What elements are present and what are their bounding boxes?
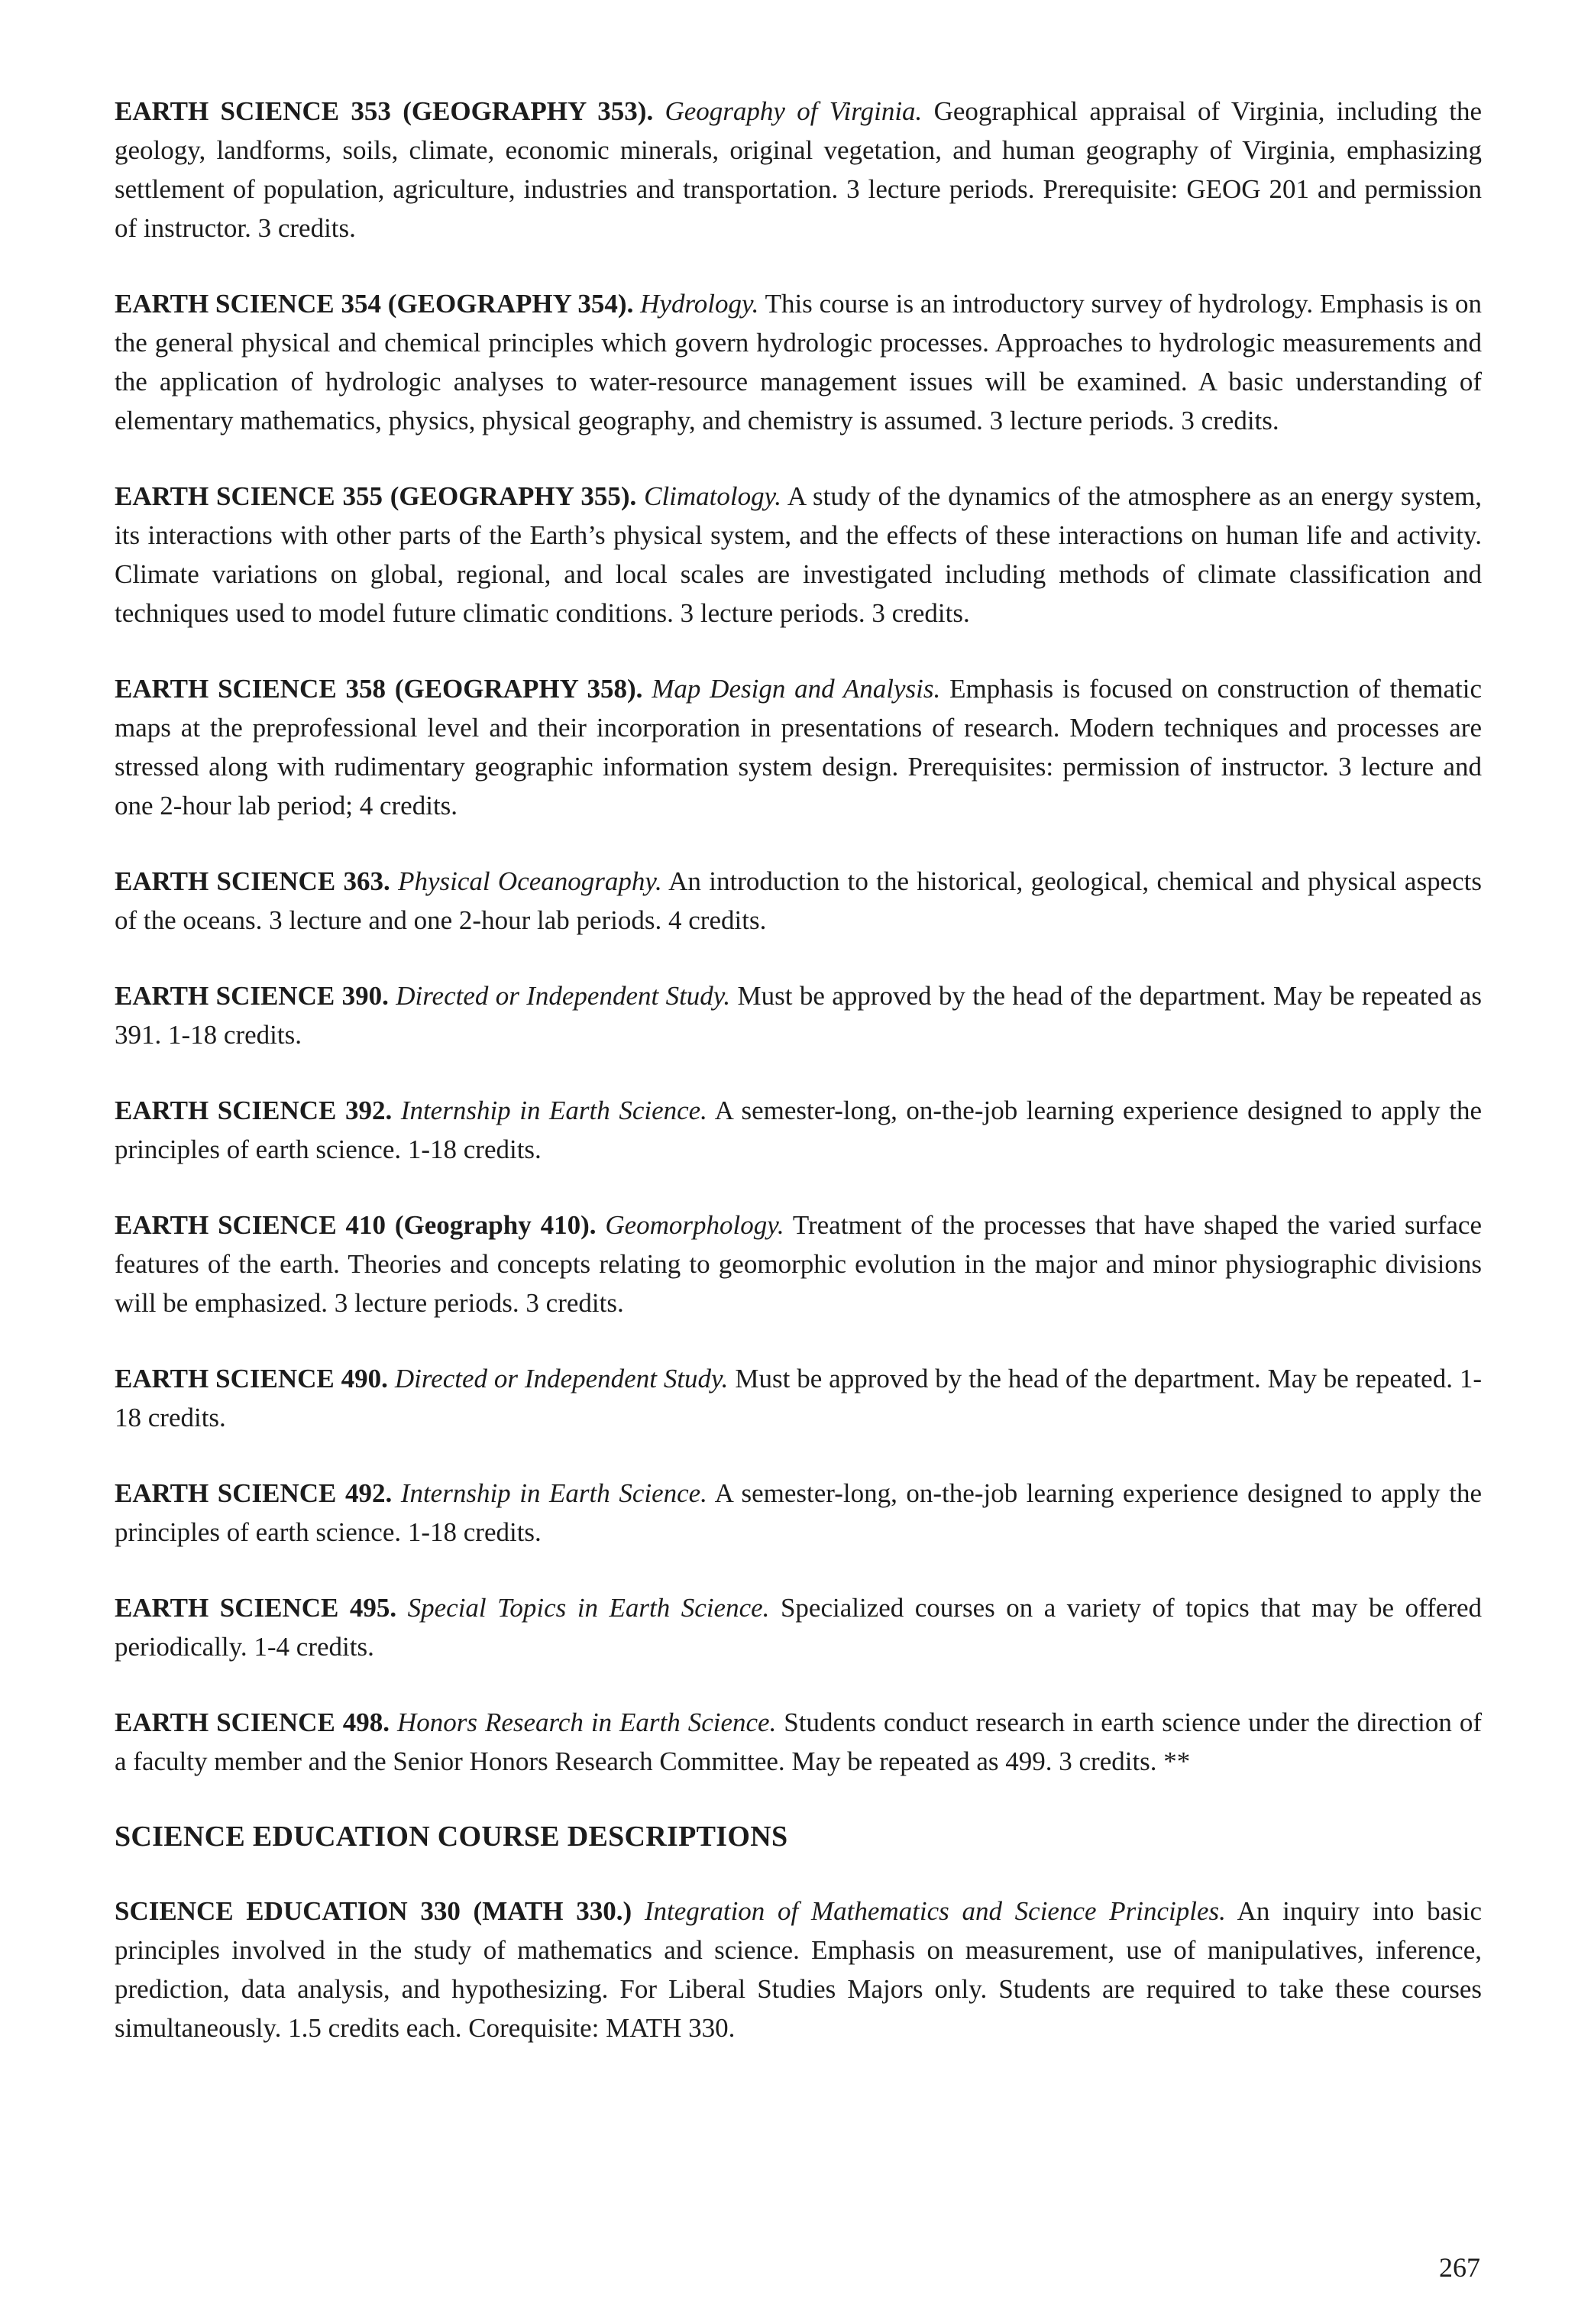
course-code: EARTH SCIENCE 392.	[115, 1096, 393, 1125]
course-title: Climatology.	[644, 481, 781, 511]
course-entry-earth-science-354	[115, 284, 1482, 440]
course-title: Special Topics in Earth Science.	[407, 1593, 770, 1623]
course-description: Geographical appraisal of Virginia, including the geology, landforms, soils, climate, economic minerals, original vegetation, and human geography of Virginia, emphasizing settlement of population, agriculture, industries and transportation. 3 lecture periods. Prerequisite: GEOG 201 and permission of instructor. 3 credits.	[115, 96, 1483, 243]
course-code: EARTH SCIENCE 495.	[115, 1593, 397, 1623]
course-description: This course is an introductory survey of hydrology. Emphasis is on the general physical and chemical principles which govern hydrologic processes. Approaches to hydrologic measurements and the application of hydrologic analyses to water-resource management issues will be examined. A basic understanding of elementary mathematics, physics, physical geography, and chemistry is assumed. 3 lecture periods. 3 credits.	[115, 289, 1482, 435]
course-code: EARTH SCIENCE 492.	[115, 1478, 393, 1508]
course-code: EARTH SCIENCE 353 (GEOGRAPHY 353).	[115, 96, 654, 126]
course-entry-earth-science-363	[115, 862, 1482, 940]
course-title: Honors Research in Earth Science.	[396, 1707, 777, 1737]
course-title: Internship in Earth Science.	[400, 1478, 707, 1508]
course-description: An introduction to the historical, geological, chemical and physical aspects of the oceans. 3 lecture and one 2-hour lab periods. 4 credits.	[115, 866, 1483, 935]
course-description: An inquiry into basic principles involved in the study of mathematics and science. Emphasis on measurement, use of manipulatives, inference, prediction, data analysis, and hypothesizing. For Liberal Studies Majors only. Students are required to take these courses simultaneously. 1.5 credits each. Corequisite: MATH 330.	[115, 1896, 1483, 2043]
course-description: Emphasis is focused on construction of thematic maps at the preprofessional level and their incorporation in presentations of research. Modern techniques and processes are stressed along with rudimentary geographic information system design. Prerequisites: permission of instructor. 3 lecture and one 2-hour lab period; 4 credits.	[115, 674, 1482, 821]
course-entry-earth-science-353	[115, 92, 1482, 248]
course-code: EARTH SCIENCE 354 (GEOGRAPHY 354).	[115, 289, 634, 319]
section-heading: SCIENCE EDUCATION COURSE DESCRIPTIONS	[115, 1821, 788, 1853]
catalog-page	[115, 92, 1482, 2084]
course-description: Specialized courses on a variety of topics that may be offered periodically. 1-4 credits.	[115, 1593, 1482, 1662]
course-code: EARTH SCIENCE 355 (GEOGRAPHY 355).	[115, 481, 637, 511]
course-code: EARTH SCIENCE 490.	[115, 1364, 388, 1393]
course-title: Hydrology.	[640, 289, 759, 319]
course-description: A semester-long, on-the-job learning experience designed to apply the principles of earth science. 1-18 credits.	[115, 1096, 1482, 1164]
course-entry-earth-science-498	[115, 1703, 1482, 1781]
course-description: Treatment of the processes that have shaped the varied surface features of the earth. Theories and concepts relating to geomorphic evolution in the major and minor physiographic divisions will be emphasized. 3 lecture periods. 3 credits.	[115, 1210, 1483, 1318]
course-code: SCIENCE EDUCATION 330 (MATH 330.)	[115, 1896, 632, 1926]
course-entry-earth-science-492	[115, 1474, 1482, 1552]
course-title: Internship in Earth Science.	[400, 1096, 707, 1125]
course-entry-earth-science-410	[115, 1206, 1482, 1322]
course-code: EARTH SCIENCE 498.	[115, 1707, 390, 1737]
course-title: Geography of Virginia.	[665, 96, 923, 126]
course-code: EARTH SCIENCE 390.	[115, 981, 389, 1011]
course-description: Must be approved by the head of the department. May be repeated as 391. 1-18 credits.	[115, 981, 1483, 1050]
course-entry-earth-science-392	[115, 1091, 1482, 1169]
course-description: A semester-long, on-the-job learning experience designed to apply the principles of earth science. 1-18 credits.	[115, 1478, 1482, 1547]
course-entry-earth-science-390	[115, 976, 1482, 1054]
course-entry-science-education-330	[115, 1892, 1482, 2047]
course-title: Physical Oceanography.	[398, 866, 662, 896]
course-title: Integration of Mathematics and Science Principles.	[644, 1896, 1226, 1926]
course-description: Students conduct research in earth science under the direction of a faculty member and the Senior Honors Research Committee. May be repeated as 499. 3 credits. **	[115, 1707, 1483, 1776]
course-title: Geomorphology.	[605, 1210, 784, 1240]
course-title: Map Design and Analysis.	[652, 674, 941, 704]
course-entry-earth-science-495	[115, 1588, 1482, 1666]
course-code: EARTH SCIENCE 363.	[115, 866, 390, 896]
course-entry-earth-science-358	[115, 669, 1482, 825]
course-code: EARTH SCIENCE 410 (Geography 410).	[115, 1210, 597, 1240]
course-title: Directed or Independent Study.	[396, 981, 731, 1011]
course-description: A study of the dynamics of the atmosphere as an energy system, its interactions with other parts of the Earth’s physical system, and the effects of these interactions on human life and activity. Climate variations on global, regional, and local scales are investigated including methods of climate classification and techniques used to model future climatic conditions. 3 lecture periods. 3 credits.	[115, 481, 1482, 628]
course-title: Directed or Independent Study.	[394, 1364, 729, 1393]
course-entry-earth-science-490	[115, 1359, 1482, 1437]
course-code: EARTH SCIENCE 358 (GEOGRAPHY 358).	[115, 674, 643, 704]
course-description: Must be approved by the head of the department. May be repeated. 1-18 credits.	[115, 1364, 1483, 1432]
course-entry-earth-science-355	[115, 477, 1482, 633]
page-number: 267	[1439, 2252, 1480, 2283]
